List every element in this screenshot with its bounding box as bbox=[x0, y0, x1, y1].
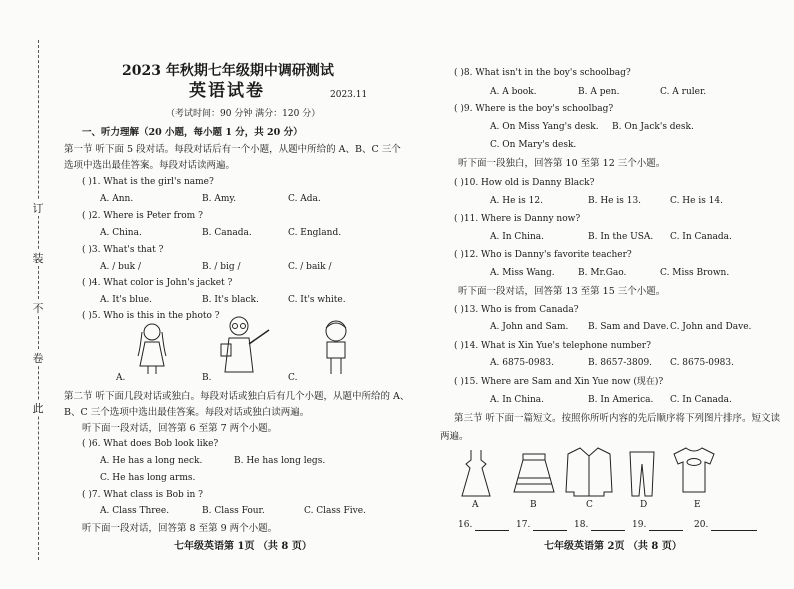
girl-picture bbox=[132, 320, 172, 376]
option: A. He has a long neck. bbox=[100, 456, 203, 466]
option: A. / buk / bbox=[100, 262, 142, 272]
option: B. Amy. bbox=[202, 194, 237, 204]
option: C. On Mary's desk. bbox=[490, 140, 577, 150]
option: A. A book. bbox=[490, 87, 537, 97]
binding-char: 此 bbox=[30, 400, 46, 416]
answer-number: 16. bbox=[458, 520, 473, 530]
option: A. It's blue. bbox=[100, 295, 152, 305]
option: B. Sam and Dave. bbox=[588, 322, 669, 332]
page-footer: 七年级英语第 1页 （共 8 页） bbox=[174, 541, 312, 552]
answer-slot[interactable] bbox=[694, 520, 757, 531]
option: B. 8657-3809. bbox=[588, 358, 653, 368]
part-heading: 一、听力理解（20 小题，每小题 1 分，共 20 分） bbox=[82, 127, 303, 138]
option: A. Ann. bbox=[100, 194, 134, 204]
option: B. Canada. bbox=[202, 228, 252, 238]
option: B. / big / bbox=[202, 262, 241, 272]
option: C. England. bbox=[288, 228, 342, 238]
answer-blank[interactable] bbox=[711, 521, 757, 531]
option: B. It's black. bbox=[202, 295, 259, 305]
option: A. China. bbox=[100, 228, 142, 238]
option: A. He is 12. bbox=[490, 196, 543, 206]
option: C. In Canada. bbox=[670, 232, 732, 242]
binding-char: 装 bbox=[30, 250, 46, 266]
option: C. Miss Brown. bbox=[660, 268, 730, 278]
listening-intro: 听下面一段对话，回答第 13 至第 15 三个小题。 bbox=[458, 286, 666, 297]
answer-number: 19. bbox=[632, 520, 647, 530]
answer-blank[interactable] bbox=[591, 521, 625, 531]
option: A. bbox=[116, 373, 126, 383]
tshirt-picture bbox=[672, 446, 716, 496]
option: A. On Miss Yang's desk. bbox=[490, 122, 599, 132]
answer-number: 20. bbox=[694, 520, 709, 530]
binding-char: 卷 bbox=[30, 350, 46, 366]
answer-slot[interactable] bbox=[632, 520, 683, 531]
option: A. John and Sam. bbox=[490, 322, 569, 332]
question-11: ( )11. Where is Danny now? bbox=[454, 214, 581, 224]
question-1: ( )1. What is the girl's name? bbox=[82, 177, 214, 187]
answer-number: 18. bbox=[574, 520, 589, 530]
boy-picture bbox=[318, 318, 354, 376]
question-5: ( )5. Who is this in the photo ? bbox=[82, 311, 220, 321]
exam-info: （考试时间：90 分钟 满分：120 分） bbox=[166, 109, 321, 119]
option: C. / baik / bbox=[288, 262, 332, 272]
option: C. bbox=[288, 373, 298, 383]
option: C. It's white. bbox=[288, 295, 346, 305]
option: B. In the USA. bbox=[588, 232, 654, 242]
option: C. A ruler. bbox=[660, 87, 707, 97]
option: C. John and Dave. bbox=[670, 322, 752, 332]
section-instructions: 第一节 听下面 5 段对话。每段对话后有一个小题，从题中所给的 A、B、C 三个 bbox=[64, 144, 401, 155]
question-9: ( )9. Where is the boy's schoolbag? bbox=[454, 104, 614, 114]
answer-blank[interactable] bbox=[533, 521, 567, 531]
question-15: ( )15. Where are Sam and Xin Yue now (现在)? bbox=[454, 377, 664, 387]
answer-slot[interactable] bbox=[574, 520, 625, 531]
option: B. He has long legs. bbox=[234, 456, 326, 466]
listening-intro: 听下面一段独白，回答第 10 至第 12 三个小题。 bbox=[458, 158, 666, 169]
skirt-picture bbox=[512, 452, 556, 496]
picture-label: B bbox=[530, 500, 537, 510]
option: C. In Canada. bbox=[670, 395, 732, 405]
teacher-picture bbox=[219, 314, 271, 376]
option: A. In China. bbox=[490, 395, 545, 405]
question-8: ( )8. What isn't in the boy's schoolbag? bbox=[454, 68, 631, 78]
answer-blank[interactable] bbox=[649, 521, 683, 531]
option: B. bbox=[202, 373, 212, 383]
exam-date: 2023.11 bbox=[330, 90, 368, 100]
exam-subtitle: 英语试卷 bbox=[189, 81, 265, 101]
answer-number: 17. bbox=[516, 520, 531, 530]
picture-label: A bbox=[472, 500, 479, 510]
binding-char: 不 bbox=[30, 300, 46, 316]
option: A. 6875-0983. bbox=[490, 358, 554, 368]
option: C. Ada. bbox=[288, 194, 321, 204]
question-13: ( )13. Who is from Canada? bbox=[454, 305, 579, 315]
question-12: ( )12. Who is Danny's favorite teacher? bbox=[454, 250, 632, 260]
option: B. A pen. bbox=[578, 87, 620, 97]
section-instructions: 第二节 听下面几段对话或独白。每段对话或独白后有几个小题，从题中所给的 A、 bbox=[64, 391, 410, 402]
option: B. Mr.Gao. bbox=[578, 268, 627, 278]
option: B. In America. bbox=[588, 395, 654, 405]
question-3: ( )3. What's that ? bbox=[82, 245, 164, 255]
listening-intro: 听下面一段对话，回答第 8 至第 9 两个小题。 bbox=[82, 523, 278, 534]
binding-char: 订 bbox=[30, 200, 46, 216]
option: B. Class Four. bbox=[202, 506, 265, 516]
question-10: ( )10. How old is Danny Black? bbox=[454, 178, 595, 188]
question-6: ( )6. What does Bob look like? bbox=[82, 439, 219, 449]
section-instructions: 两遍。 bbox=[440, 431, 469, 442]
section-instructions: 选项中选出最佳答案。每段对话读两遍。 bbox=[64, 160, 236, 171]
section-instructions: B、C 三个选项中选出最佳答案。每段对话或独白读两遍。 bbox=[64, 407, 310, 418]
option: B. He is 13. bbox=[588, 196, 642, 206]
page-footer: 七年级英语第 2页 （共 8 页） bbox=[544, 541, 682, 552]
exam-title: 2023 年秋期七年级期中调研测试 bbox=[122, 63, 334, 79]
jacket-picture bbox=[564, 446, 614, 498]
option: C. Class Five. bbox=[304, 506, 366, 516]
question-4: ( )4. What color is John's jacket ? bbox=[82, 278, 233, 288]
option: B. On Jack's desk. bbox=[612, 122, 694, 132]
dress-picture bbox=[460, 448, 492, 498]
answer-slot[interactable] bbox=[516, 520, 567, 531]
picture-label: E bbox=[694, 500, 701, 510]
picture-label: D bbox=[640, 500, 648, 510]
section-instructions: 第三节 听下面一篇短文。按照你所听内容的先后顺序将下列图片排序。短文读 bbox=[454, 413, 781, 424]
option: A. Class Three. bbox=[100, 506, 170, 516]
option: C. He is 14. bbox=[670, 196, 723, 206]
option: A. Miss Wang. bbox=[490, 268, 555, 278]
answer-blank[interactable] bbox=[475, 521, 509, 531]
option: C. 8675-0983. bbox=[670, 358, 734, 368]
question-7: ( )7. What class is Bob in ? bbox=[82, 490, 203, 500]
answer-slot[interactable] bbox=[458, 520, 509, 531]
picture-label: C bbox=[586, 500, 593, 510]
listening-intro: 听下面一段对话，回答第 6 至第 7 两个小题。 bbox=[82, 423, 278, 434]
option: C. He has long arms. bbox=[100, 473, 196, 483]
question-2: ( )2. Where is Peter from ? bbox=[82, 211, 203, 221]
trousers-picture bbox=[628, 450, 656, 498]
question-14: ( )14. What is Xin Yue's telephone number? bbox=[454, 341, 651, 351]
option: A. In China. bbox=[490, 232, 545, 242]
